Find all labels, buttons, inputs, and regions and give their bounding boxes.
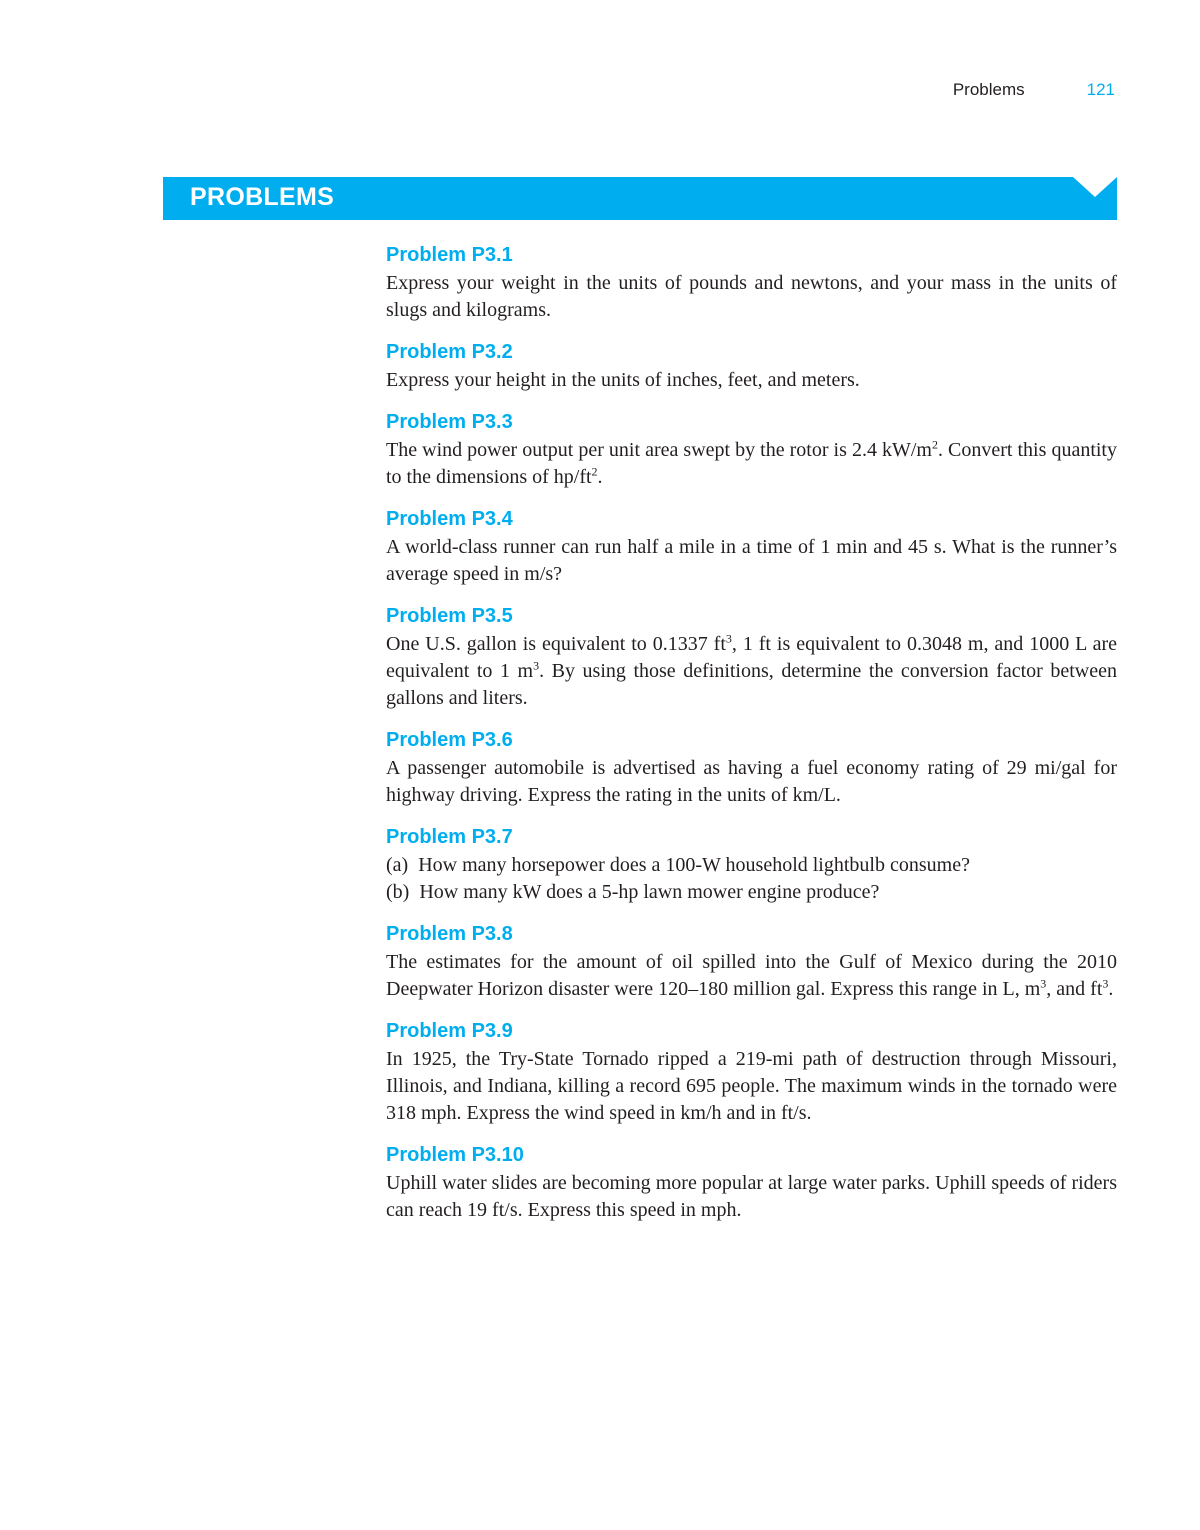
text-segment: One U.S. gallon is equivalent to 0.1337 ft <box>386 633 726 655</box>
problem-text: Uphill water slides are becoming more popular at large water parks. Uphill speeds of riders can reach 19 ft/s. Express this speed in mph. <box>386 1172 1117 1221</box>
text-segment: . <box>597 466 603 488</box>
superscript: 3 <box>725 631 732 646</box>
part-text: How many kW does a 5-hp lawn mower engine produce? <box>419 881 880 903</box>
text-segment: . <box>1108 978 1114 1000</box>
problem-title: Problem P3.9 <box>386 1020 513 1042</box>
problem-title: Problem P3.6 <box>386 729 513 751</box>
running-head-title: Problems <box>952 80 1025 99</box>
problem-text: A world-class runner can run half a mile in a time of 1 min and 45 s. What is the runner’s average speed in m/s? <box>386 536 1117 585</box>
banner-notch-icon <box>1073 177 1117 220</box>
running-head <box>953 80 1115 100</box>
problem-part <box>386 852 1117 879</box>
superscript: 2 <box>591 464 598 479</box>
problem-text: Express your weight in the units of pounds and newtons, and your mass in the units of slugs and kilograms. <box>386 272 1117 321</box>
text-segment: , and ft <box>1046 978 1103 1000</box>
problem-title: Problem P3.3 <box>386 411 513 433</box>
part-label: (a) <box>386 854 409 876</box>
problem <box>386 337 1117 394</box>
page-number: 121 <box>1086 80 1115 99</box>
text-segment: . By using those definitions, determine the conversion factor between gallons and liters. <box>386 660 1117 709</box>
superscript: 2 <box>931 437 938 452</box>
problem-text: Express your height in the units of inches, feet, and meters. <box>386 369 860 391</box>
problem-text: A passenger automobile is advertised as having a fuel economy rating of 29 mi/gal for highway driving. Express the rating in the units of km/L. <box>386 757 1117 806</box>
problem-title: Problem P3.7 <box>386 826 513 848</box>
problem-part <box>386 879 1117 906</box>
part-label: (b) <box>386 881 410 903</box>
problem-title: Problem P3.4 <box>386 508 513 530</box>
problem <box>386 725 1117 809</box>
problem-title: Problem P3.2 <box>386 341 513 363</box>
text-segment: , 1 ft is equivalent to 0.3048 m, and 1000 L are equivalent to 1 m <box>386 633 1117 682</box>
problem-title: Problem P3.8 <box>386 923 513 945</box>
text-segment: The estimates for the amount of oil spilled into the Gulf of Mexico during the 2010 Deepwater Horizon disaster were 120–180 million gal. Express this range in L, m <box>386 951 1117 1000</box>
problem <box>386 240 1117 324</box>
problem <box>386 601 1117 712</box>
section-banner <box>163 177 1117 220</box>
problem-text <box>386 631 1117 712</box>
superscript: 3 <box>1040 976 1047 991</box>
problem <box>386 407 1117 491</box>
part-text: How many horsepower does a 100-W household lightbulb consume? <box>418 854 970 876</box>
problem-title: Problem P3.5 <box>386 605 513 627</box>
section-title: PROBLEMS <box>190 183 335 211</box>
problem-text <box>386 437 1117 491</box>
problem-title: Problem P3.10 <box>386 1144 524 1166</box>
superscript: 3 <box>533 658 540 673</box>
text-segment: The wind power output per unit area swept by the rotor is 2.4 kW/m <box>386 439 932 461</box>
problem-text <box>386 949 1117 1003</box>
problem <box>386 504 1117 588</box>
problem <box>386 1140 1117 1224</box>
superscript: 3 <box>1102 976 1109 991</box>
problem <box>386 919 1117 1003</box>
problems-list <box>386 240 1117 1237</box>
text-segment: . Convert this quantity to the dimensions of hp/ft <box>386 439 1117 488</box>
problem <box>386 822 1117 906</box>
problem-title: Problem P3.1 <box>386 244 513 266</box>
problem <box>386 1016 1117 1127</box>
problem-text: In 1925, the Try-State Tornado ripped a 219-mi path of destruction through Missouri, Illinois, and Indiana, killing a record 695 people. The maximum winds in the tornado were 318 mph. Express the wind speed in km/h and in ft/s. <box>386 1048 1117 1124</box>
